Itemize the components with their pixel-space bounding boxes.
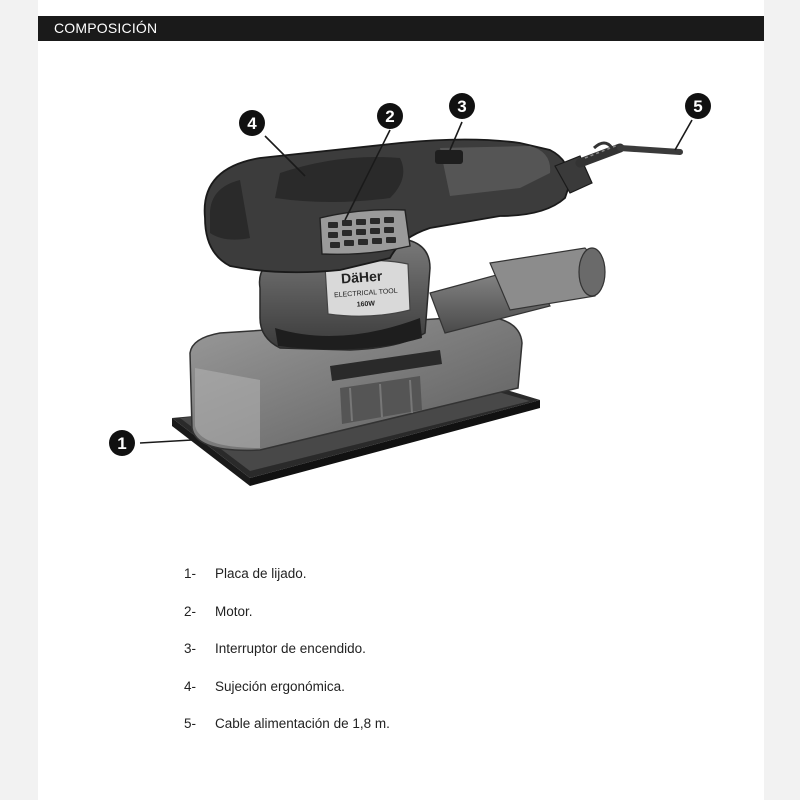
item-number: 1- [184,566,197,581]
callout-4 [239,110,265,136]
list-item [184,716,684,754]
item-label: Sujeción ergonómica. [215,678,345,694]
parts-list [184,566,684,754]
sander-drawing [100,88,720,508]
item-number: 3- [184,641,197,656]
dust-tube [430,248,605,333]
ergonomic-grip [205,140,570,273]
section-header [38,16,764,41]
callout-1 [109,430,135,456]
list-item [184,566,684,604]
brand-name: DäHer [340,267,383,287]
callout-5 [685,93,711,119]
svg-text:3: 3 [457,97,467,116]
item-label: Interruptor de encendido. [215,641,366,656]
svg-text:4: 4 [247,114,257,133]
svg-text:2: 2 [385,107,395,126]
item-label: Motor. [215,603,253,619]
item-number: 4- [184,678,197,694]
list-item [184,641,684,679]
power-cable [555,143,680,193]
callout-3 [449,93,475,119]
brand-subtitle: ELECTRICAL TOOL [333,287,398,300]
svg-text:1: 1 [117,434,127,453]
svg-text:5: 5 [693,97,703,116]
item-number: 2- [184,603,197,619]
item-label: Placa de lijado. [215,566,307,581]
power-rating: 160W [356,300,376,309]
motor-vent [320,210,410,255]
item-number: 5- [184,716,197,731]
list-item [184,604,684,642]
sander-illustration [100,88,720,508]
list-item [184,679,684,717]
item-label: Cable alimentación de 1,8 m. [215,716,390,731]
power-switch [435,150,463,164]
callout-2 [377,103,403,129]
section-title: COMPOSICIÓN [54,20,158,36]
